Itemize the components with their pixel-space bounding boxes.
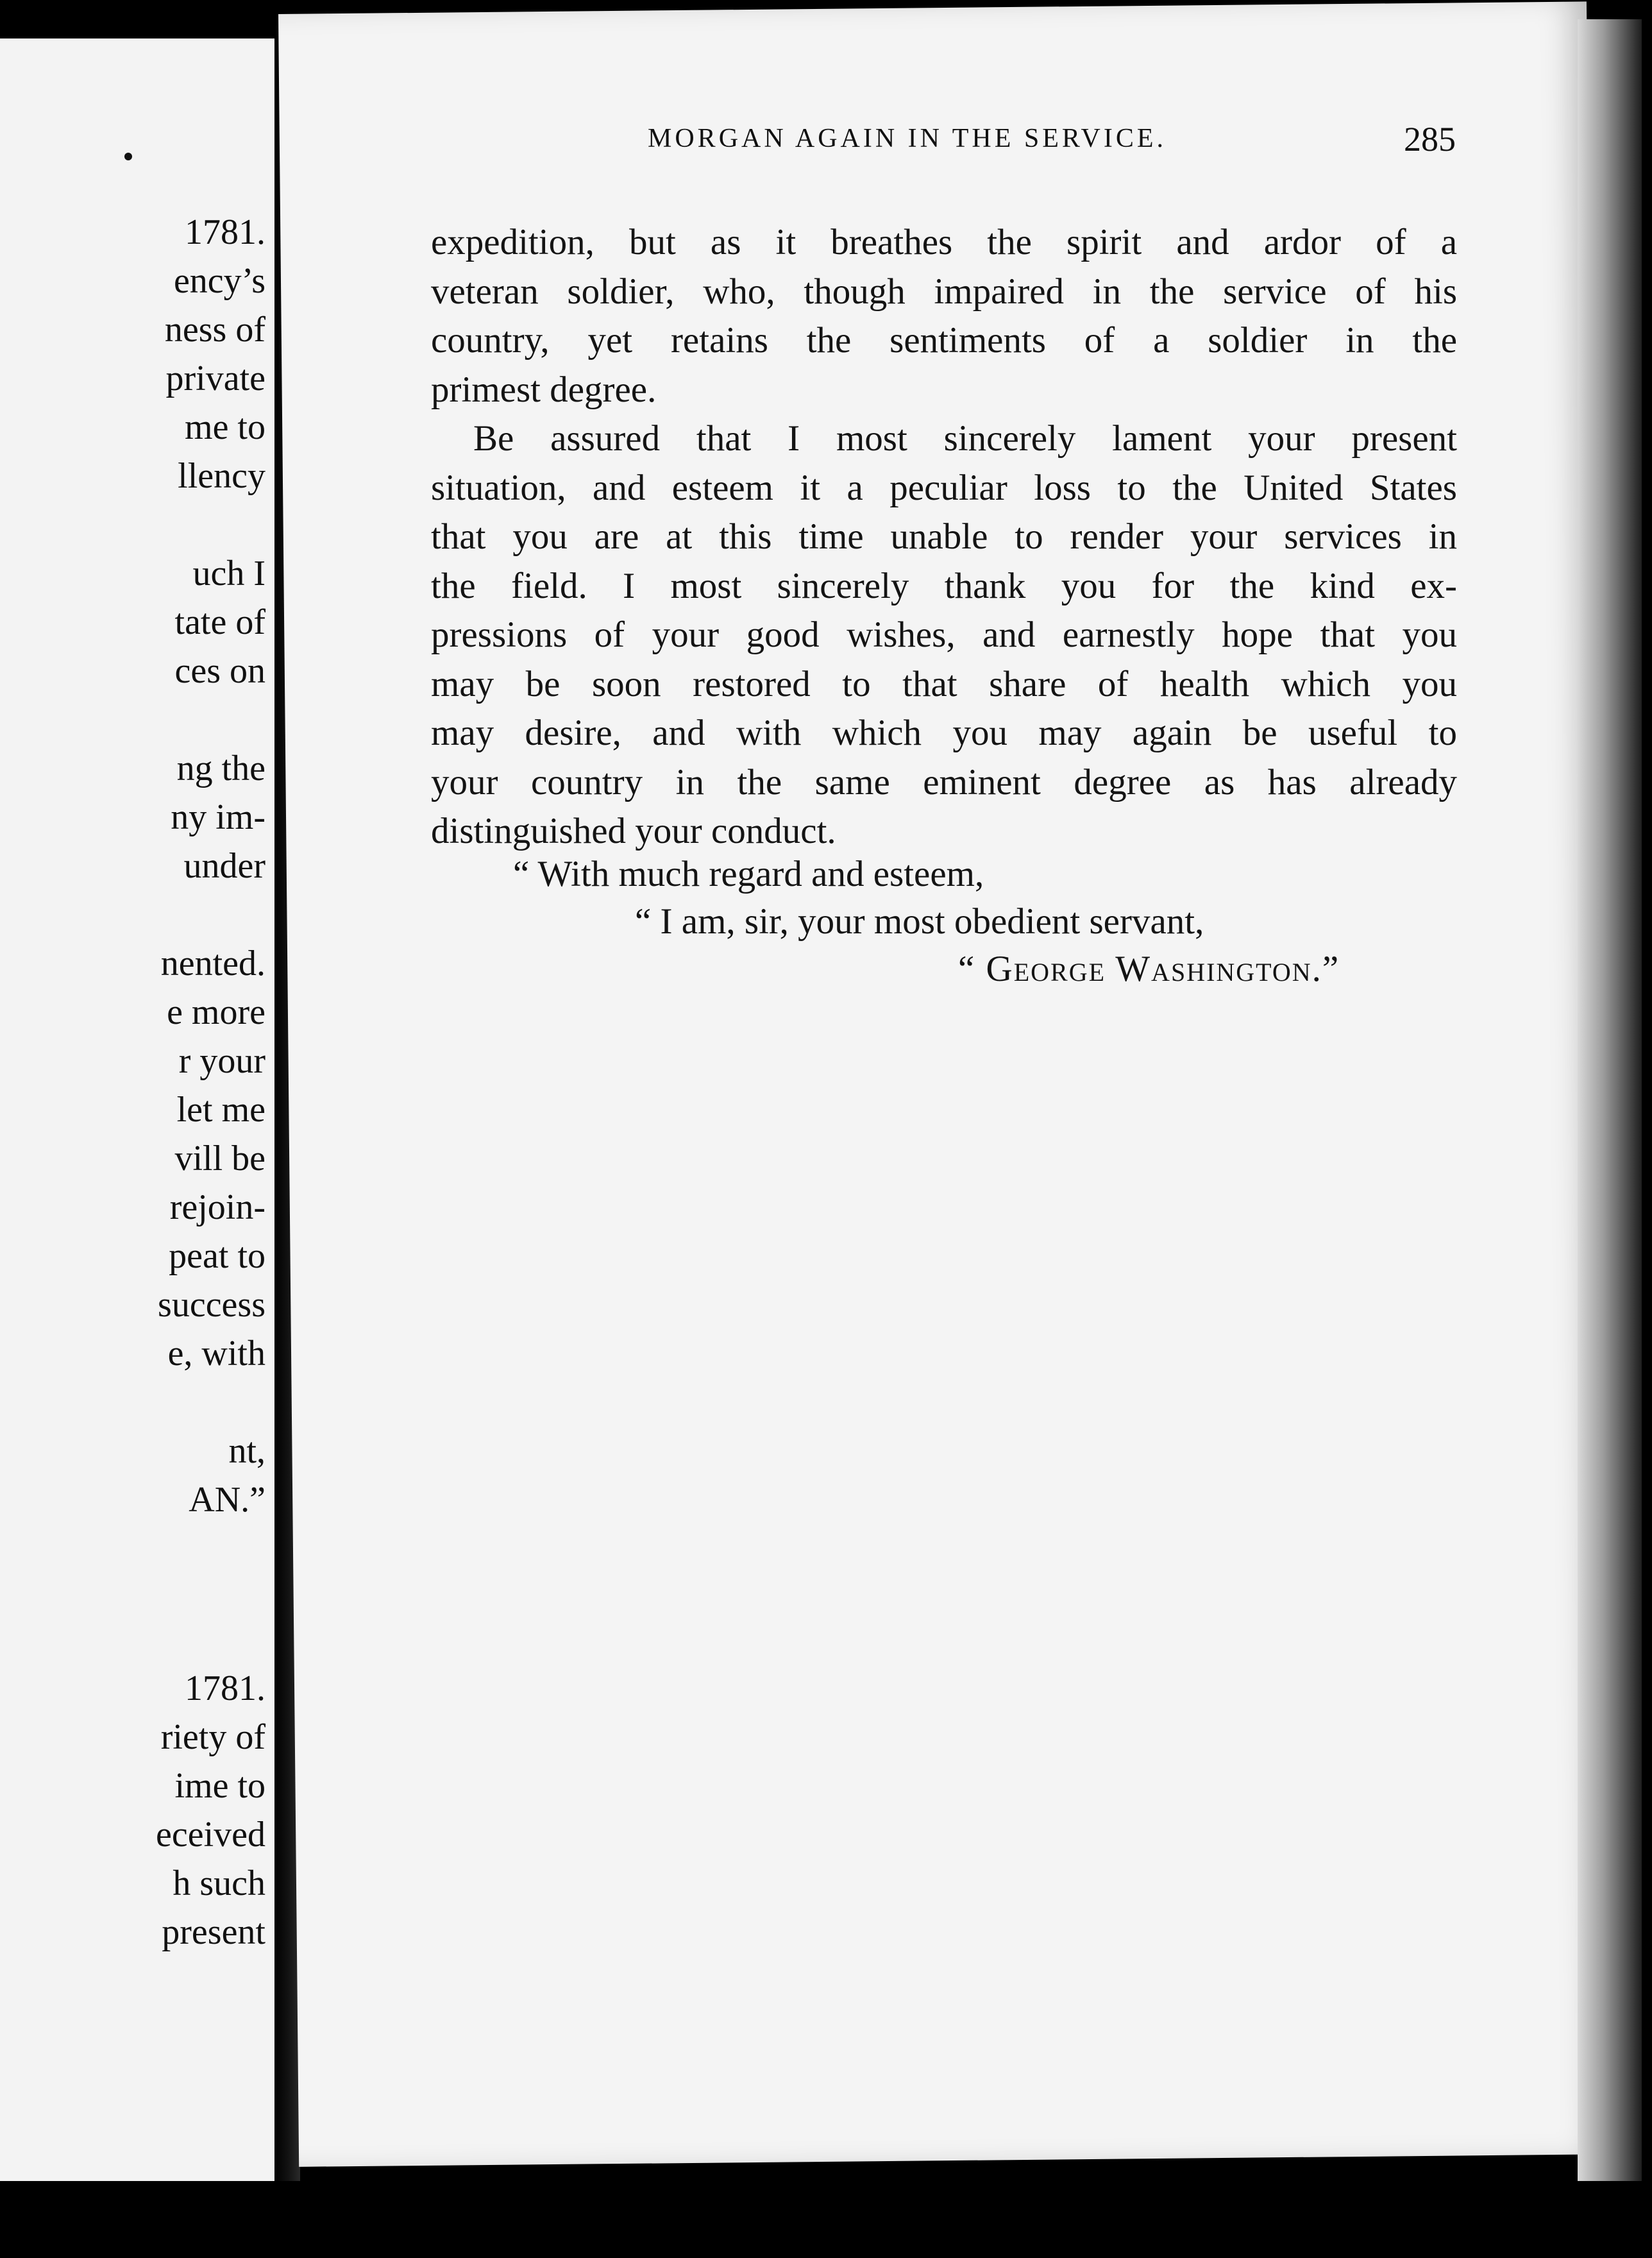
left-page-line: riety of bbox=[160, 1717, 266, 1757]
scan-bottom-edge bbox=[0, 2181, 1652, 2258]
body-line: may be soon restored to that share of health which you bbox=[431, 663, 1457, 704]
left-page-line: success bbox=[158, 1285, 266, 1325]
signature: “ George Washington.” bbox=[958, 949, 1340, 989]
left-page-line: peat to bbox=[169, 1236, 266, 1276]
closing-servant-line: “ I am, sir, your most obedient servant, bbox=[635, 901, 1204, 942]
left-page-line: e, with bbox=[167, 1334, 266, 1373]
left-page-line: nt, bbox=[228, 1431, 266, 1471]
left-page-line: ng the bbox=[176, 749, 266, 788]
left-page-line: me to bbox=[185, 407, 266, 447]
left-page-line: nented. bbox=[160, 944, 266, 983]
left-facing-page bbox=[0, 38, 274, 2181]
body-line: Be assured that I most sincerely lament your present bbox=[473, 418, 1457, 459]
page-edge-stack bbox=[1578, 19, 1642, 2181]
left-page-line: let me bbox=[176, 1090, 266, 1130]
left-page-line: tate of bbox=[174, 602, 266, 642]
left-page-line: private bbox=[165, 359, 266, 398]
left-page-line: ency’s bbox=[173, 261, 266, 301]
body-text bbox=[431, 218, 1457, 856]
body-line: pressions of your good wishes, and earnestly hope that you bbox=[431, 615, 1457, 655]
left-page-line: AN.” bbox=[189, 1480, 266, 1520]
left-page-line: present bbox=[162, 1912, 266, 1952]
running-head bbox=[369, 120, 1456, 168]
left-page-line: rejoin- bbox=[169, 1187, 266, 1227]
left-page-line: ces on bbox=[174, 651, 266, 691]
left-page-line: uch I bbox=[192, 554, 266, 593]
page-number: 285 bbox=[1404, 120, 1456, 158]
closing-salutation: “ With much regard and esteem, bbox=[513, 854, 984, 894]
running-head-title: MORGAN AGAIN IN THE SERVICE. bbox=[648, 124, 1167, 153]
body-line: expedition, but as it breathes the spirit and ardor of a bbox=[431, 222, 1457, 262]
left-page-line: llency bbox=[178, 456, 266, 496]
left-page-line: e more bbox=[167, 992, 266, 1032]
body-line: that you are at this time unable to render your services in bbox=[431, 516, 1457, 557]
left-page-line: eceived bbox=[156, 1815, 266, 1855]
left-page-line: h such bbox=[173, 1863, 266, 1903]
body-line: the field. I most sincerely thank you for the kind ex- bbox=[431, 565, 1457, 606]
body-line: veteran soldier, who, though impaired in the service of his bbox=[431, 271, 1457, 312]
left-page-line: ny im- bbox=[171, 797, 266, 837]
left-page-line: under bbox=[183, 846, 266, 886]
body-line: situation, and esteem it a peculiar loss to the United States bbox=[431, 467, 1457, 508]
ink-dot bbox=[124, 153, 132, 160]
body-line: primest degree. bbox=[431, 369, 657, 410]
left-page-line: 1781. bbox=[185, 1668, 266, 1708]
left-page-line: r your bbox=[178, 1041, 266, 1081]
body-line: distinguished your conduct. bbox=[431, 811, 836, 851]
left-page-line: ness of bbox=[164, 310, 266, 350]
left-page-line: 1781. bbox=[185, 212, 266, 252]
body-line: country, yet retains the sentiments of a soldier in the bbox=[431, 320, 1457, 361]
body-line: may desire, and with which you may again be useful to bbox=[431, 713, 1457, 753]
left-page-line: vill be bbox=[174, 1139, 266, 1178]
body-line: your country in the same eminent degree as has already bbox=[431, 761, 1457, 802]
left-page-line: ime to bbox=[174, 1766, 266, 1806]
